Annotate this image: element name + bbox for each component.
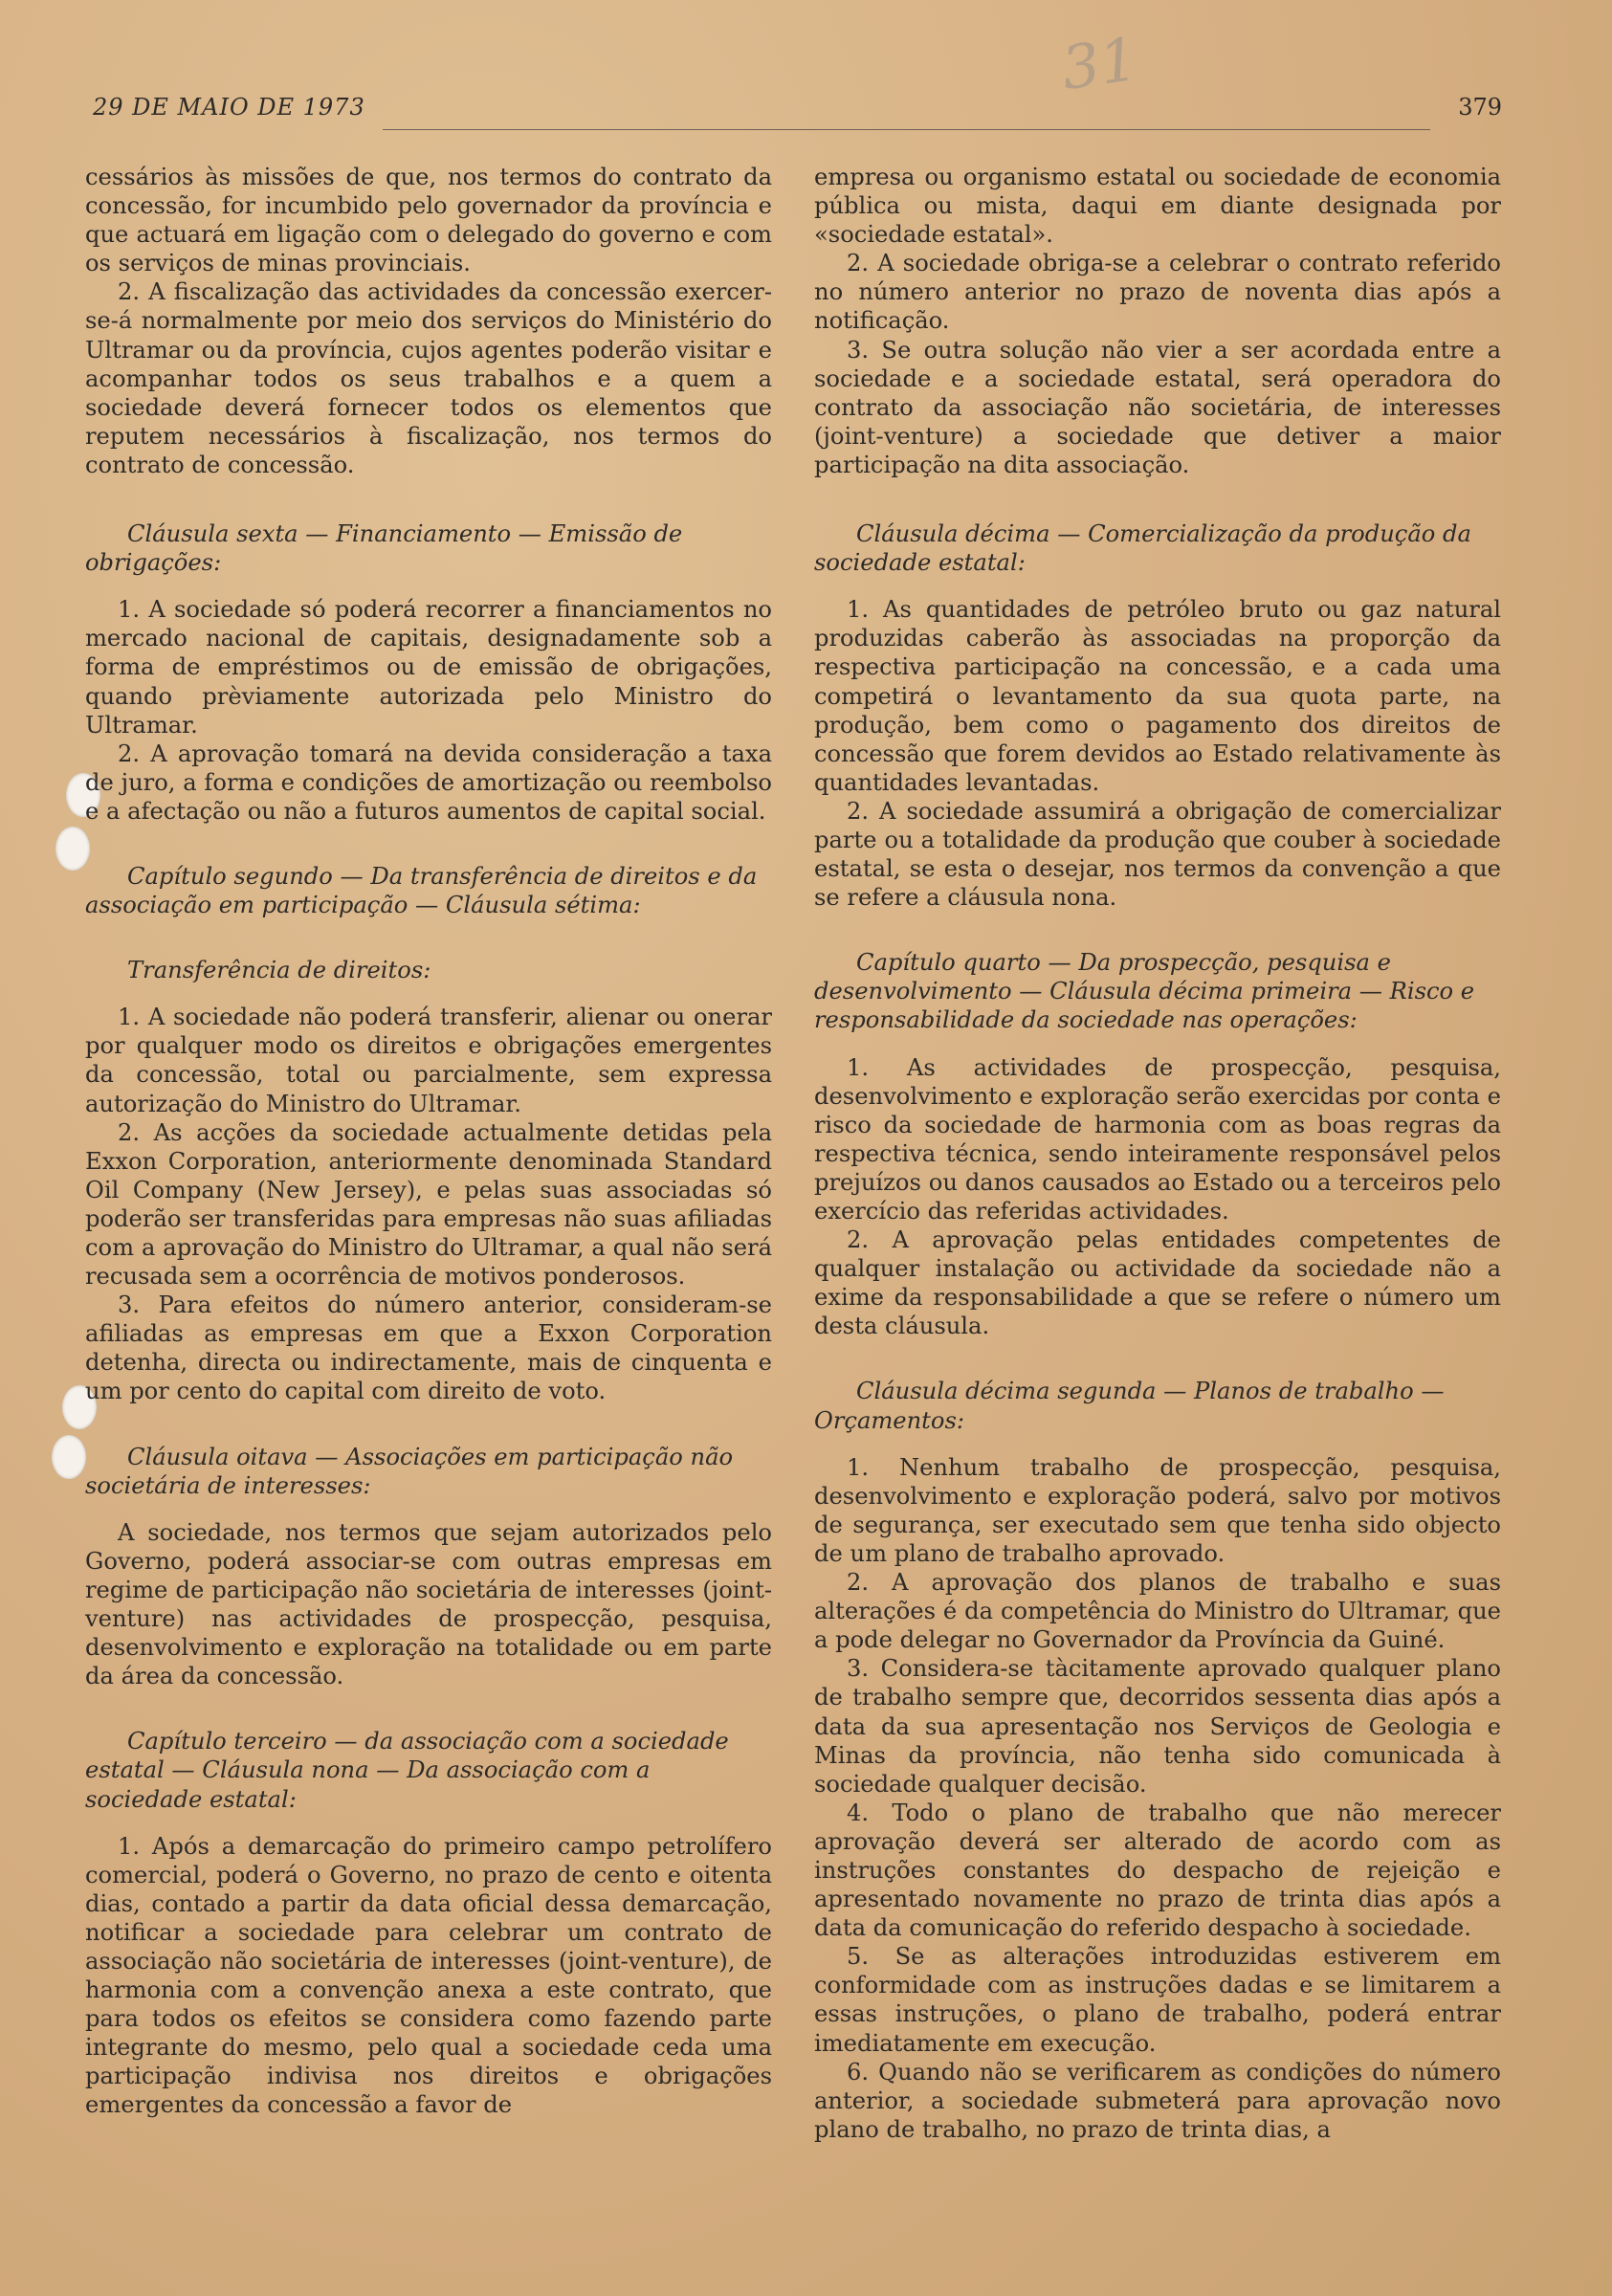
section-heading [85, 1443, 772, 1500]
paragraph: 3. Considera-se tàcitamente aprovado qualquer plano de trabalho sempre que, decorridos sessenta dias após a data da sua apresentação nos Serviços de Geologia e Minas da província, não tenha sido comunicada à sociedade qualquer decisão. [814, 1655, 1501, 1798]
paragraph: 1. As actividades de prospecção, pesquisa, desenvolvimento e exploração serão exercidas por conta e risco da sociedade de harmonia com as boas regras da respectiva técnica, sendo inteiramente responsável pelos prejuízos ou danos causados ao Estado ou a terceiros pelo exercício das referidas actividades. [814, 1053, 1501, 1225]
paragraph: 4. Todo o plano de trabalho que não merecer aprovação deverá ser alterado de acordo com as instruções constantes do despacho de rejeição e apresentado novamente no prazo de trinta dias após a data da comunicação do referido despacho à sociedade. [814, 1799, 1501, 1942]
paragraph: 2. A sociedade obriga-se a celebrar o contrato referido no número anterior no prazo de noventa dias após a notificação. [814, 250, 1501, 335]
paragraph: 1. A sociedade não poderá transferir, alienar ou onerar por qualquer modo os direitos e obrigações emergentes da concessão, total ou parcialmente, sem expressa autorização do Ministro do Ultramar. [85, 1004, 772, 1117]
heading-text: Transferência de direitos: [127, 957, 431, 984]
paragraph: 1. Após a demarcação do primeiro campo petrolífero comercial, poderá o Governo, no prazo de cento e oitenta dias, contado a partir da data oficial dessa demarcação, notificar a sociedade para celebrar um contrato de associação não societária de interesses (joint-venture), de harmonia com a convenção anexa a este contrato, que para todos os efeitos se considera como fazendo parte integrante do mesmo, pelo qual a sociedade ceda uma participação indivisa nos direitos e obrigações emergentes da concessão a favor de [85, 1832, 772, 2119]
paragraph: 2. A aprovação pelas entidades competentes de qualquer instalação ou actividade da sociedade não a exime da responsabilidade a que se refere o número um desta cláusula. [814, 1226, 1501, 1340]
paragraph: 2. A aprovação tomará na devida consideração a taxa de juro, a forma e condições de amortização ou reembolso e a afectação ou não a futuros aumentos de capital social. [85, 740, 772, 825]
section-heading [85, 519, 772, 577]
heading-text: Cláusula sexta — Financiamento — Emissão de obrigações: [85, 520, 683, 577]
section-heading [85, 862, 772, 919]
section-heading [814, 948, 1501, 1034]
paragraph: 2. A fiscalização das actividades da concessão exercer-se-á normalmente por meio dos serviços do Ministério do Ultramar ou da província, cujos agentes poderão visitar e acompanhar todos os seus trabalhos e a quem a sociedade deverá fornecer todos os elementos que reputem necessários à fiscalização, nos termos do contrato de concessão. [85, 278, 772, 478]
page-number: 379 [1458, 94, 1502, 121]
header-date: 29 DE MAIO DE 1973 [93, 94, 365, 121]
paragraph: empresa ou organismo estatal ou sociedade de economia pública ou mista, daqui em diante designada por «sociedade estatal». [814, 164, 1501, 249]
right-column [814, 163, 1501, 2144]
handwritten-page-note: 31 [1057, 23, 1142, 104]
heading-text: Capítulo quarto — Da prospecção, pesquisa e desenvolvimento — Cláusula décima primeira — Risco e responsabilidade da sociedade nas operações: [814, 949, 1475, 1034]
heading-text: Cláusula décima segunda — Planos de trabalho — Orçamentos: [814, 1378, 1445, 1434]
left-column [85, 163, 772, 2120]
heading-text: Cláusula décima — Comercialização da produção da sociedade estatal: [814, 520, 1471, 577]
heading-text: Capítulo terceiro — da associação com a sociedade estatal — Cláusula nona — Da associação com a sociedade estatal: [85, 1728, 729, 1813]
section-heading [814, 1377, 1501, 1434]
paragraph: 2. A sociedade assumirá a obrigação de comercializar parte ou a totalidade da produção que couber à sociedade estatal, se esta o desejar, nos termos da convenção a que se refere a cláusula nona. [814, 797, 1501, 912]
header-rule [383, 129, 1430, 130]
section-heading [85, 956, 772, 984]
paragraph: 2. A aprovação dos planos de trabalho e suas alterações é da competência do Ministro do Ultramar, que a pode delegar no Governador da Província da Guiné. [814, 1569, 1501, 1654]
paragraph: 3. Se outra solução não vier a ser acordada entre a sociedade e a sociedade estatal, será operadora do contrato da associação não societária, de interesses (joint-venture) a sociedade que detiver a maior participação na dita associação. [814, 336, 1501, 478]
paragraph: 2. As acções da sociedade actualmente detidas pela Exxon Corporation, anteriormente denominada Standard Oil Company (New Jersey), e pelas suas associadas só poderão ser transferidas para empresas não suas afiliadas com a aprovação do Ministro do Ultramar, a qual não será recusada sem a ocorrência de motivos ponderosos. [85, 1118, 772, 1291]
paragraph: 5. Se as alterações introduzidas estiverem em conformidade com as instruções dadas e se limitarem a essas instruções, o plano de trabalho, poderá entrar imediatamente em execução. [814, 1943, 1501, 2057]
paragraph: 1. As quantidades de petróleo bruto ou gaz natural produzidas caberão às associadas na proporção da respectiva participação na concessão, e a cada uma competirá o levantamento da sua quota parte, na produção, bem como o pagamento dos direitos de concessão que forem devidos ao Estado relativamente às quantidades levantadas. [814, 596, 1501, 796]
paragraph: cessários às missões de que, nos termos do contrato da concessão, for incumbido pelo governador da província e que actuará em ligação com o delegado do governo e com os serviços de minas provinciais. [85, 164, 772, 277]
paragraph: A sociedade, nos termos que sejam autorizados pelo Governo, poderá associar-se com outras empresas em regime de participação não societária de interesses (joint-venture) nas actividades de prospecção, pesquisa, desenvolvimento e exploração na totalidade ou em parte da área da concessão. [85, 1518, 772, 1690]
heading-text: Capítulo segundo — Da transferência de direitos e da associação em participação — Cláusula sétima: [85, 862, 758, 919]
paragraph: 6. Quando não se verificarem as condições do número anterior, a sociedade submeterá para aprovação novo plano de trabalho, no prazo de trinta dias, a [814, 2058, 1501, 2143]
paragraph: 1. A sociedade só poderá recorrer a financiamentos no mercado nacional de capitais, designadamente sob a forma de empréstimos ou de emissão de obrigações, quando prèviamente autorizada pelo Ministro do Ultramar. [85, 596, 772, 739]
section-heading [814, 519, 1501, 577]
punch-hole [52, 1435, 86, 1479]
paragraph: 3. Para efeitos do número anterior, consideram-se afiliadas as empresas em que a Exxon Corporation detenha, directa ou indirectamente, mais de cinquenta e um por cento do capital com direito de voto. [85, 1292, 772, 1405]
heading-text: Cláusula oitava — Associações em participação não societária de interesses: [85, 1443, 734, 1499]
paragraph: 1. Nenhum trabalho de prospecção, pesquisa, desenvolvimento e exploração poderá, salvo por motivos de segurança, ser executado sem que tenha sido objecto de um plano de trabalho aprovado. [814, 1453, 1501, 1567]
section-heading [85, 1727, 772, 1813]
